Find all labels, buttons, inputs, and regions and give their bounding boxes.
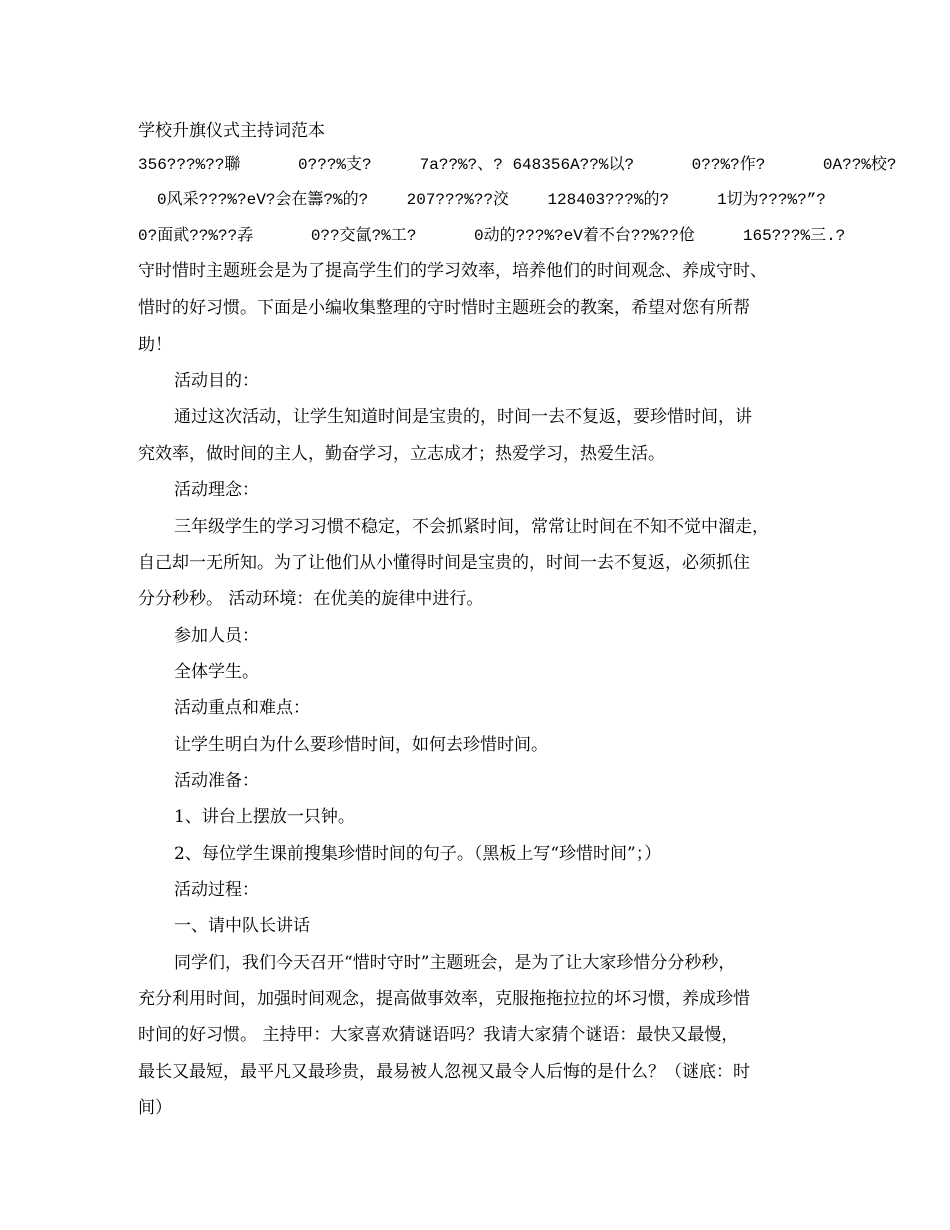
garbled-line: 0风采???%?eV?会在籌?%的? 207???%??洨 128403???%的? 1切为???%?”? bbox=[157, 191, 826, 209]
people-text: 全体学生。 bbox=[174, 662, 259, 682]
goal-line: 究效率，做时间的主人，勤奋学习，立志成才；热爱学习，热爱生活。 bbox=[138, 444, 665, 464]
prep-item: 2、每位学生课前搜集珍惜时间的句子。（黑板上写“珍惜时间”；） bbox=[174, 844, 662, 864]
goal-line: 通过这次活动，让学生知道时间是宝贵的，时间一去不复返，要珍惜时间，讲 bbox=[174, 407, 752, 427]
section-heading-goal: 活动目的： bbox=[174, 371, 259, 391]
section-heading-prep: 活动准备： bbox=[174, 771, 259, 791]
speech-line: 充分利用时间，加强时间观念，提高做事效率，克服拖拖拉拉的坏习惯，养成珍惜 bbox=[138, 989, 750, 1009]
speech-line: 最长又最短，最平凡又最珍贵，最易被人忽视又最令人后悔的是什么？（谜底：时 bbox=[138, 1062, 750, 1082]
section-heading-process: 活动过程： bbox=[174, 880, 259, 900]
idea-line: 三年级学生的学习习惯不稳定，不会抓紧时间，常常让时间在不知不觉中溜走， bbox=[174, 517, 769, 537]
prep-item: 1、讲台上摆放一只钟。 bbox=[174, 807, 355, 827]
idea-line: 分分秒秒。 活动环境：在优美的旋律中进行。 bbox=[138, 589, 484, 609]
section-heading-idea: 活动理念： bbox=[174, 480, 259, 500]
speech-line: 时间的好习惯。 主持甲：大家喜欢猜谜语吗？我请大家猜个谜语：最快又最慢， bbox=[138, 1025, 739, 1045]
section-heading-people: 参加人员： bbox=[174, 626, 259, 646]
speech-line: 间） bbox=[138, 1098, 172, 1118]
step-heading: 一、请中队长讲话 bbox=[174, 916, 310, 936]
idea-line: 自己却一无所知。为了让他们从小懂得时间是宝贵的，时间一去不复返，必须抓住 bbox=[138, 553, 750, 573]
garbled-line: 0?面貮??%??孨 0??交氤?%工? 0动的???%?eV着不台??%??伧 165???%三.? bbox=[138, 227, 846, 245]
document-title: 学校升旗仪式主持词范本 bbox=[138, 121, 325, 141]
speech-line: 同学们，我们今天召开“惜时守时”主题班会，是为了让大家珍惜分分秒秒， bbox=[174, 953, 736, 973]
intro-line: 守时惜时主题班会是为了提高学生们的学习效率，培养他们的时间观念、养成守时、 bbox=[138, 261, 767, 281]
focus-text: 让学生明白为什么要珍惜时间，如何去珍惜时间。 bbox=[174, 735, 548, 755]
garbled-line: 356???%??聯 0???%支? 7a??%?、? 648356A??%以? 0??%?作? 0A??%校? bbox=[138, 156, 897, 174]
section-heading-focus: 活动重点和难点： bbox=[174, 698, 310, 718]
intro-line: 惜时的好习惯。下面是小编收集整理的守时惜时主题班会的教案，希望对您有所帮 bbox=[138, 298, 750, 318]
intro-line: 助！ bbox=[138, 335, 172, 355]
